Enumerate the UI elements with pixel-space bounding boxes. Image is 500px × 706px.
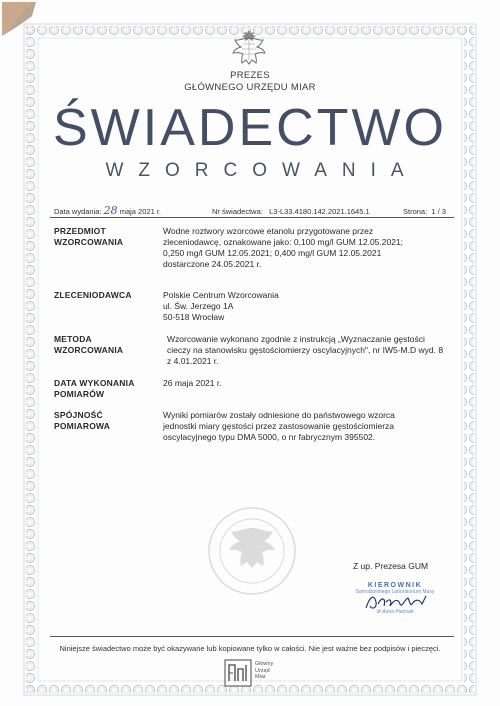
footer-rule <box>50 636 454 637</box>
client-line: 50-518 Wrocław <box>163 312 225 322</box>
client-label: ZLECENIODAWCA <box>54 290 132 300</box>
stamp-title: KIEROWNIK <box>367 582 423 589</box>
certificate-number <box>212 207 370 216</box>
issue-date-rest: maja 2021 r. <box>119 207 161 216</box>
logo-text-line2: Urząd <box>255 667 270 674</box>
subject-line: zleceniodawcę, oznakowane jako: 0,100 mg/l GUM 12.05.2021; <box>163 237 404 247</box>
logo-text-line3: Miar <box>255 674 266 680</box>
traceability-line: oscylacyjnego typu DMA 5000, o nr fabrycznym 395502. <box>163 432 376 442</box>
method-label-line1: METODA <box>54 334 92 344</box>
page-value: 1 / 3 <box>431 207 446 216</box>
subject-label <box>54 226 123 248</box>
method-value <box>167 334 452 367</box>
issuer-line-1: PREZES <box>230 70 270 81</box>
handwritten-signature <box>360 590 440 614</box>
stamp-line: Samodzielnego Laboratorium Masy <box>355 589 435 595</box>
subject-line: Wodne roztwory wzorcowe etanolu przygotowane przez <box>163 226 374 236</box>
method-label-line2: WZORCOWANIA <box>54 345 124 355</box>
header-rule <box>50 217 454 218</box>
certificate-number-value: L3-L33.4180.142.2021.1645.1 <box>269 207 370 216</box>
issuer-line-2: GŁÓWNEGO URZĘDU MIAR <box>184 82 316 93</box>
method-line: z 4.01.2021 r. <box>167 356 219 366</box>
stamp-name: dr Anna Pietrzak <box>376 609 414 615</box>
subject-value <box>163 226 448 270</box>
client-line: ul. Św. Jerzego 1A <box>163 301 234 311</box>
method-line: cieczy na stanowisku gęstościomierzy oscylacyjnych", nr IW5-M.D wyd. 8 <box>167 345 444 355</box>
folded-corner <box>2 2 36 36</box>
issue-date-label: Data wydania: <box>54 207 102 216</box>
traceability-label-line2: POMIAROWA <box>54 421 111 431</box>
subject-line: 0,250 mg/l GUM 12.05.2021; 0,400 mg/l GUM 12.05.2021 <box>163 248 382 258</box>
method-line: Wzorcowanie wykonano zgodnie z instrukcją „Wyznaczanie gęstości <box>167 334 425 344</box>
subject-label-line2: WZORCOWANIA <box>54 237 124 247</box>
traceability-value <box>163 410 448 443</box>
logo-text-line1: Główny <box>255 661 274 667</box>
traceability-line: Wyniki pomiarów zostały odniesione do państwowego wzorca <box>163 410 395 420</box>
subject-line: dostarczone 24.05.2021 r. <box>163 259 262 269</box>
page-indicator <box>403 207 446 216</box>
traceability-label <box>54 410 110 432</box>
signer-title: Z up. Prezesa GUM <box>353 561 429 571</box>
document-subtitle: WZORCOWANIA <box>105 160 419 181</box>
footer-note: Niniejsze świadectwo może być okazywane lub kopiowane tylko w całości. Nie jest ważne bez podpisów i pieczęci. <box>59 644 441 653</box>
client-value <box>163 290 448 323</box>
document-title: ŚWIADECTWO <box>53 99 447 157</box>
polish-eagle-emblem-icon <box>229 26 269 68</box>
embossed-eagle-seal-icon <box>207 506 297 596</box>
measurement-date-label <box>54 378 135 400</box>
issue-date <box>54 204 161 217</box>
traceability-line: jednostki miary gęstości przez zastosowanie gęstościomierza <box>163 421 395 431</box>
method-label <box>54 334 123 356</box>
measurement-date-value: 26 maja 2021 r. <box>163 378 222 388</box>
subject-label-line1: PRZEDMIOT <box>54 226 106 236</box>
traceability-label-line1: SPÓJNOŚĆ <box>54 410 103 420</box>
certificate-number-label: Nr świadectwa: <box>212 207 263 216</box>
measurement-date-label-line2: POMIARÓW <box>54 389 105 399</box>
gum-logo-icon <box>224 659 252 687</box>
issue-date-day: 28 <box>103 204 118 217</box>
page-label: Strona: <box>403 207 428 216</box>
client-line: Polskie Centrum Wzorcowania <box>163 290 279 300</box>
logo-text <box>255 661 273 681</box>
measurement-date-label-line1: DATA WYKONANIA <box>54 378 135 388</box>
